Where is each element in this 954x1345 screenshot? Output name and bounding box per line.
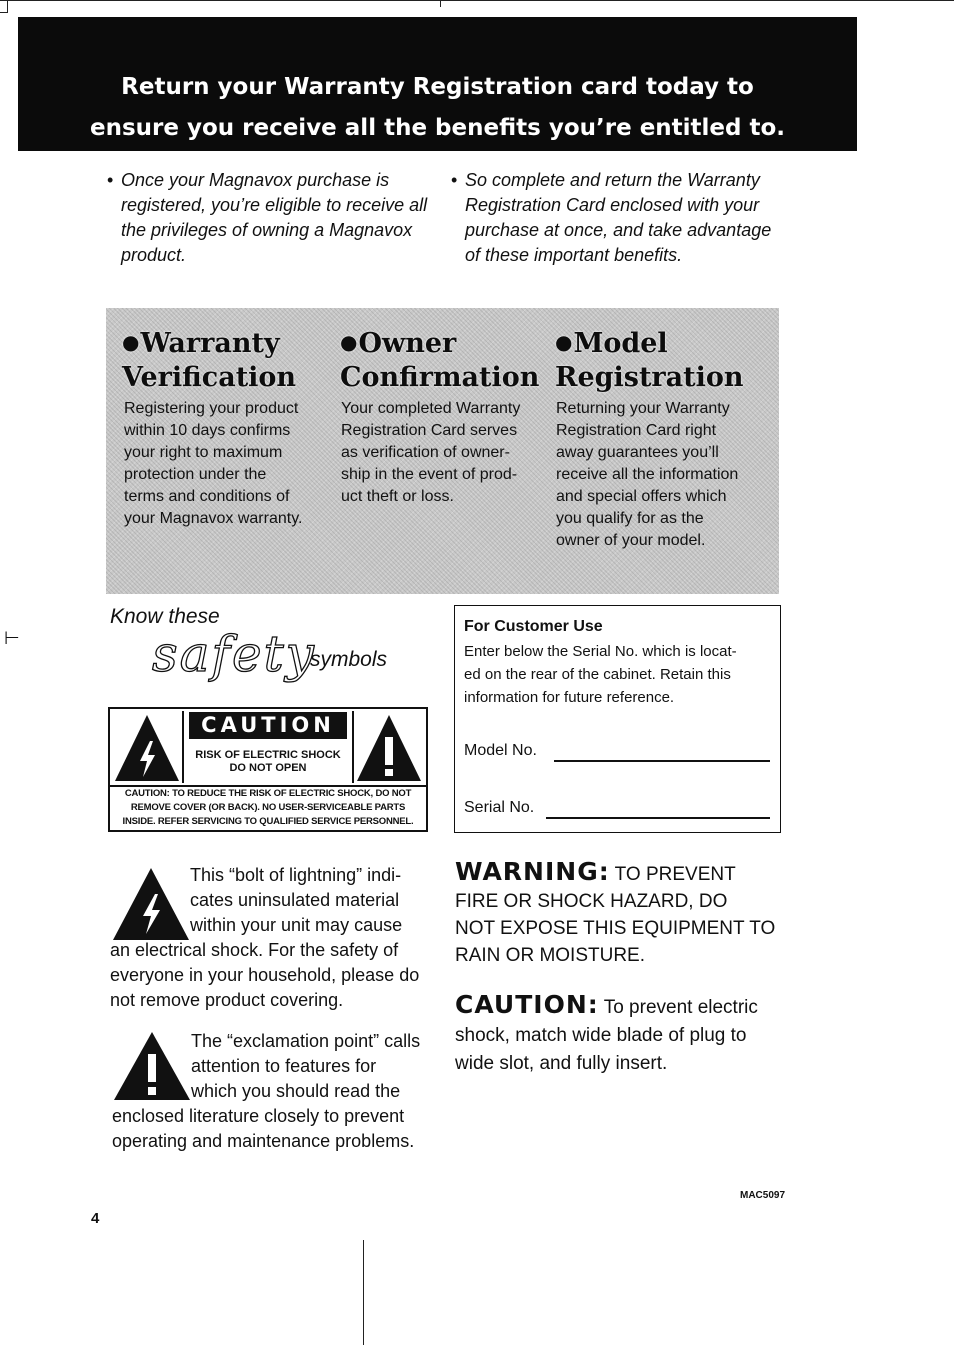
benefit-line: receive all the information xyxy=(556,466,739,483)
customer-use-heading: For Customer Use xyxy=(464,618,603,635)
caution-label-center xyxy=(186,709,350,785)
crop-mark-top xyxy=(0,0,954,1)
customer-use-text xyxy=(464,640,769,709)
benefit-line: Returning your Warranty xyxy=(556,400,730,417)
safety-heading: safety xyxy=(152,625,316,683)
benefit-line: owner of your model. xyxy=(556,532,706,549)
benefit-text-owner xyxy=(341,398,551,508)
exclamation-warning-icon xyxy=(113,1030,191,1107)
know-these-label: Know these xyxy=(110,605,220,628)
benefit-line: Registration Card serves xyxy=(341,422,518,439)
crop-mark-corner-h xyxy=(0,12,8,13)
intro-left-line: product. xyxy=(121,245,187,265)
intro-right-line: So complete and return the Warranty xyxy=(465,170,760,190)
benefit-line: ship in the event of prod- xyxy=(341,466,518,483)
intro-left-line: registered, you’re eligible to receive all xyxy=(121,195,428,215)
intro-right xyxy=(451,168,795,268)
lightning-note-top xyxy=(190,863,440,938)
benefit-line: away guarantees you’ll xyxy=(556,444,719,461)
caution-fine-line: CAUTION: TO REDUCE THE RISK OF ELECTRIC SHOCK, DO NOT xyxy=(124,788,412,799)
lightning-line: not remove product covering. xyxy=(110,990,344,1010)
lightning-line: an electrical shock. For the safety of xyxy=(110,940,399,960)
lightning-line: cates uninsulated material xyxy=(190,890,400,910)
banner-line-1: Return your Warranty Registration card today to xyxy=(121,74,754,100)
lightning-note-bottom xyxy=(110,938,450,1013)
exclamation-line: The “exclamation point” calls xyxy=(191,1031,421,1051)
benefit-line: you qualify for as the xyxy=(556,510,704,527)
benefit-title-line: Verification xyxy=(122,362,297,393)
warning-line: NOT EXPOSE THIS EQUIPMENT TO xyxy=(455,918,776,939)
warning-line: RAIN OR MOISTURE. xyxy=(455,945,646,966)
caution-line: wide slot, and fully insert. xyxy=(455,1053,668,1074)
exclamation-triangle-icon xyxy=(352,711,424,783)
benefit-line: terms and conditions of xyxy=(124,488,290,505)
benefit-title-line: Confirmation xyxy=(340,362,540,393)
benefit-title-line: Registration xyxy=(555,362,744,393)
benefit-line: within 10 days confirms xyxy=(124,422,291,439)
intro-left-line: Once your Magnavox purchase is xyxy=(121,170,390,190)
caution-block xyxy=(455,991,795,1078)
warning-line: FIRE OR SHOCK HAZARD, DO xyxy=(455,891,728,912)
banner-line-2: ensure you receive all the benefits you’re entitled to. xyxy=(89,115,786,141)
customer-use-line: information for future reference. xyxy=(464,689,675,706)
exclamation-line: operating and maintenance problems. xyxy=(112,1131,415,1151)
page-number: 4 xyxy=(91,1210,100,1227)
caution-label xyxy=(108,707,428,832)
customer-use-line: Enter below the Serial No. which is locat- xyxy=(464,643,737,660)
lightning-line: This “bolt of lightning” indi- xyxy=(190,865,402,885)
benefit-line: Your completed Warranty xyxy=(341,400,521,417)
caution-fine-line: REMOVE COVER (OR BACK). NO USER-SERVICEABLE PARTS xyxy=(130,802,406,813)
exclamation-note-bottom xyxy=(112,1104,452,1154)
exclamation-line: attention to features for xyxy=(191,1056,377,1076)
customer-use-box xyxy=(454,605,781,833)
warning-block xyxy=(455,858,795,969)
benefit-title-line: Model xyxy=(573,328,668,359)
benefit-title-warranty: ●Warranty Verification xyxy=(122,328,297,393)
header-banner xyxy=(18,17,857,151)
intro-right-line: Registration Card enclosed with your xyxy=(465,195,760,215)
caution-line: To prevent electric xyxy=(603,997,758,1018)
benefit-line: and special offers which xyxy=(556,488,727,505)
benefit-title-line: Owner xyxy=(358,328,457,359)
crop-mark-bottom xyxy=(363,1240,364,1345)
model-no-label: Model No. xyxy=(464,742,537,759)
crop-mark-tick xyxy=(440,0,441,7)
caution-risk-text xyxy=(186,749,350,775)
caution-heading: CAUTION: xyxy=(455,990,599,1019)
warning-heading: WARNING: xyxy=(455,857,610,886)
caution-plate: CAUTION xyxy=(189,712,347,739)
document-code: MAC5097 xyxy=(740,1190,786,1201)
caution-risk-line: RISK OF ELECTRIC SHOCK xyxy=(195,749,341,761)
lightning-triangle-icon xyxy=(112,711,184,783)
benefit-line: protection under the xyxy=(124,466,267,483)
benefit-title-model: ●Model Registration xyxy=(555,328,744,393)
benefit-title-line: Warranty xyxy=(140,328,280,359)
caution-fine-print xyxy=(114,787,422,829)
bullet: • xyxy=(107,170,114,190)
lightning-line: within your unit may cause xyxy=(190,915,403,935)
lightning-line: everyone in your household, please do xyxy=(110,965,420,985)
side-register-mark: ⊢ xyxy=(4,628,20,648)
caution-fine-line: INSIDE. REFER SERVICING TO QUALIFIED SERVICE PERSONNEL. xyxy=(122,816,414,827)
exclamation-line: which you should read the xyxy=(191,1081,401,1101)
customer-use-line: ed on the rear of the cabinet. Retain this xyxy=(464,666,731,683)
intro-left-line: the privileges of owning a Magnavox xyxy=(121,220,413,240)
warning-line: TO PREVENT xyxy=(614,864,736,885)
benefit-text-model xyxy=(556,398,771,552)
benefit-text-warranty xyxy=(124,398,334,530)
benefit-title-owner: ●Owner Confirmation xyxy=(340,328,540,393)
benefit-line: Registration Card right xyxy=(556,422,717,439)
symbols-label: symbols xyxy=(310,648,388,671)
serial-no-field[interactable] xyxy=(546,817,770,819)
lightning-warning-icon xyxy=(112,866,190,947)
caution-risk-line: DO NOT OPEN xyxy=(229,762,307,774)
bullet: • xyxy=(451,170,458,190)
caution-line: shock, match wide blade of plug to xyxy=(455,1025,747,1046)
serial-no-label: Serial No. xyxy=(464,799,535,816)
benefit-line: your Magnavox warranty. xyxy=(124,510,303,527)
intro-right-line: purchase at once, and take advantage xyxy=(465,220,772,240)
exclamation-line: enclosed literature closely to prevent xyxy=(112,1106,405,1126)
benefit-line: as verification of owner- xyxy=(341,444,510,461)
intro-left xyxy=(107,168,441,268)
exclamation-note-top xyxy=(191,1029,441,1104)
benefit-line: Registering your product xyxy=(124,400,299,417)
benefit-line: your right to maximum xyxy=(124,444,283,461)
model-no-field[interactable] xyxy=(554,760,770,762)
benefit-line: uct theft or loss. xyxy=(341,488,454,505)
intro-right-line: of these important benefits. xyxy=(465,245,683,265)
